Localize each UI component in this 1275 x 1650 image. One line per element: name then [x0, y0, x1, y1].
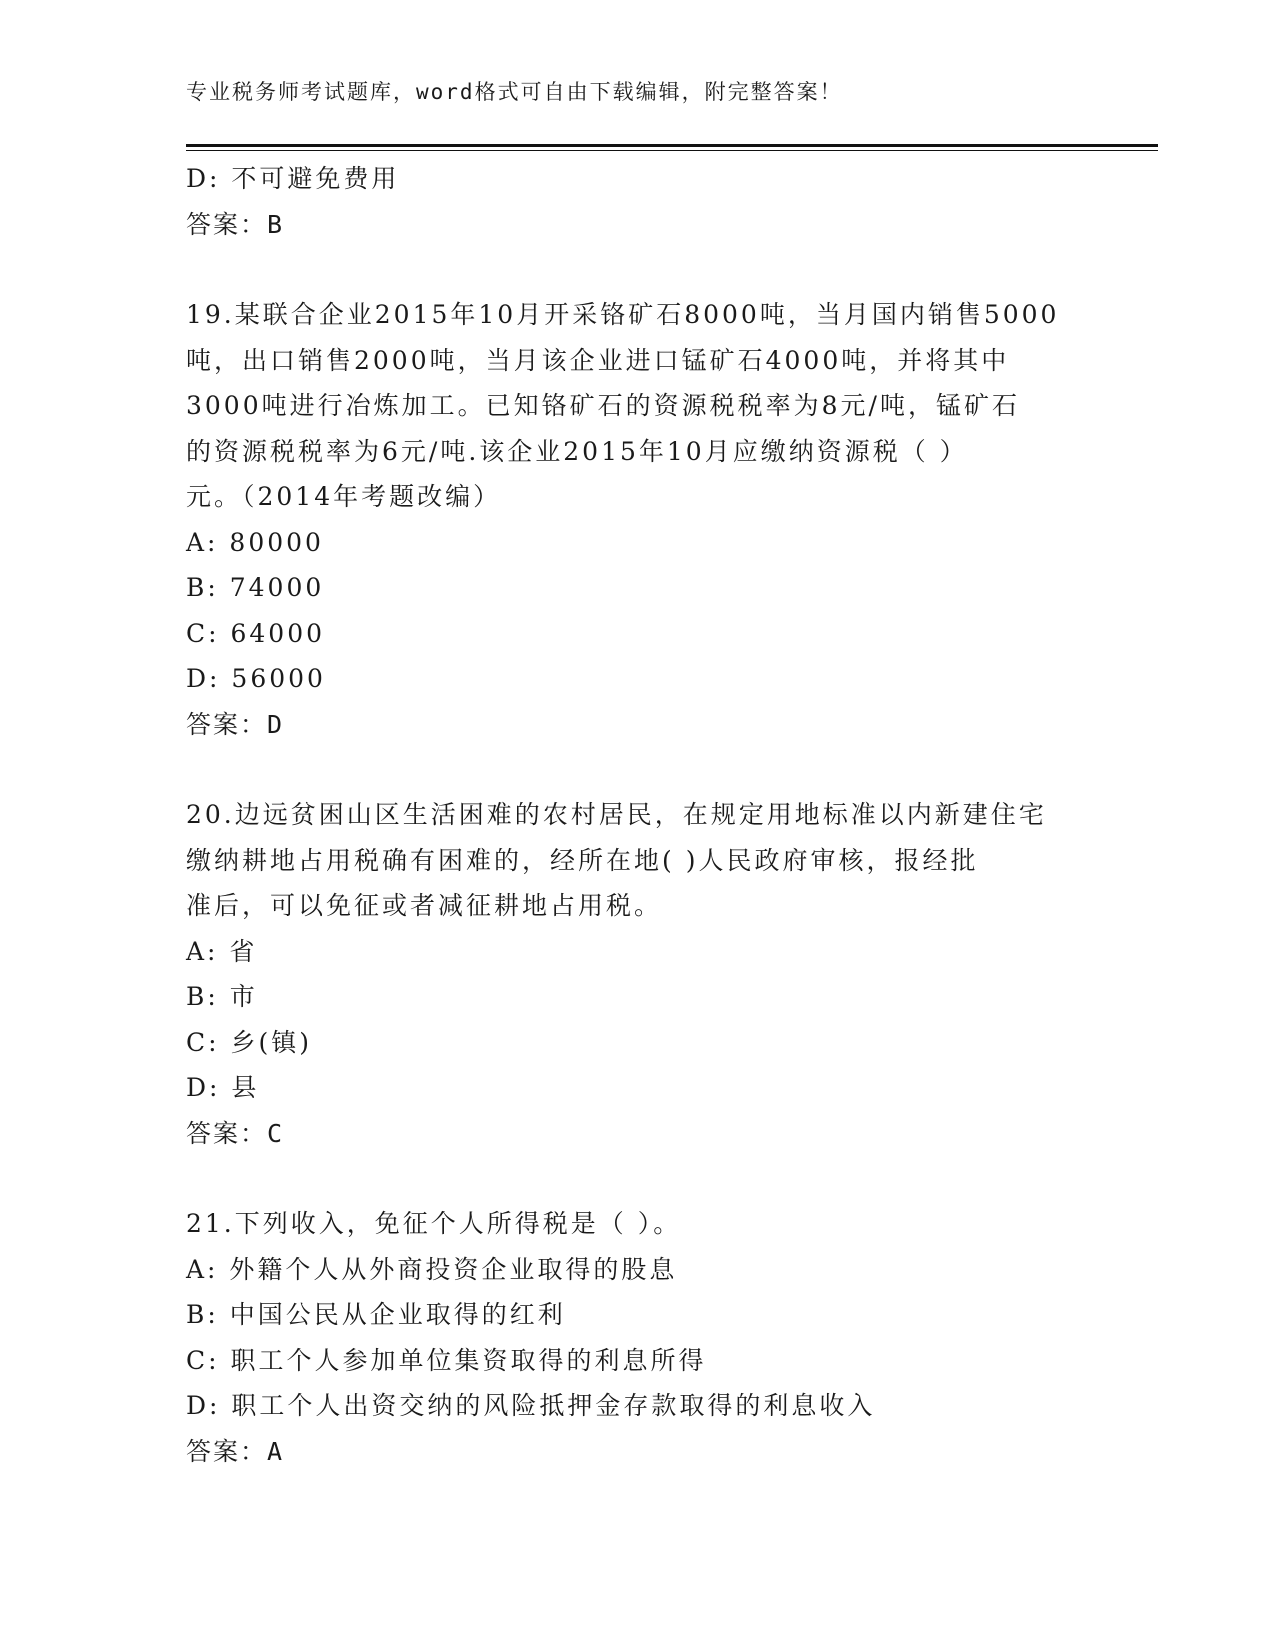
question-20-answer: 答案：C — [186, 1118, 285, 1148]
spacer — [186, 1156, 1066, 1201]
question-21-line: 21.下列收入，免征个人所得税是（ ）。 — [186, 1209, 682, 1238]
question-19-option-c: C: 64000 — [186, 618, 326, 648]
question-21-option-a: A: 外籍个人从外商投资企业取得的股息 — [186, 1254, 678, 1284]
question-21-stem — [186, 1201, 1066, 1247]
question-19-line: 元。（2014年考题改编） — [186, 482, 502, 511]
prev-answer: 答案：B — [186, 209, 285, 239]
question-19-stem — [186, 292, 1066, 520]
question-20-line: 缴纳耕地占用税确有困难的，经所在地( )人民政府审核，报经批 — [186, 845, 979, 875]
question-21-option-b: B: 中国公民从企业取得的红利 — [186, 1300, 566, 1329]
question-19-line: 3000吨进行冶炼加工。已知铬矿石的资源税税率为8元/吨，锰矿石 — [186, 391, 1020, 420]
question-20-option-a: A: 省 — [186, 936, 258, 966]
question-19-line: 19.某联合企业2015年10月开采铬矿石8000吨，当月国内销售5000 — [186, 300, 1060, 329]
question-20-line: 准后，可以免征或者减征耕地占用税。 — [186, 891, 663, 920]
page-header: 专业税务师考试题库，word格式可自由下载编辑，附完整答案！ — [186, 80, 843, 104]
question-19-line: 吨，出口销售2000吨，当月该企业进口锰矿石4000吨，并将其中 — [186, 345, 1010, 375]
spacer — [186, 747, 1066, 792]
spacer — [186, 247, 1066, 292]
header-rule-thin — [186, 150, 1158, 151]
question-21-option-c: C: 职工个人参加单位集资取得的利息所得 — [186, 1345, 707, 1375]
document-content — [186, 156, 1066, 1474]
question-20-option-d: D: 县 — [186, 1073, 260, 1102]
question-19-option-b: B: 74000 — [186, 573, 325, 602]
question-20-option-b: B: 市 — [186, 982, 258, 1011]
question-21-option-d: D: 职工个人出资交纳的风险抵押金存款取得的利息收入 — [186, 1391, 876, 1420]
question-19-answer: 答案：D — [186, 709, 285, 739]
question-19-option-d: D: 56000 — [186, 664, 326, 693]
question-19-option-a: A: 80000 — [186, 527, 324, 557]
question-20-line: 20.边远贫困山区生活困难的农村居民，在规定用地标准以内新建住宅 — [186, 800, 1047, 829]
question-19-line: 的资源税税率为6元/吨.该企业2015年10月应缴纳资源税（ ） — [186, 436, 968, 466]
header-rule-thick — [186, 144, 1158, 147]
question-20-option-c: C: 乡(镇) — [186, 1027, 313, 1057]
question-20-stem — [186, 792, 1066, 929]
prev-option-d: D: 不可避免费用 — [186, 164, 400, 193]
question-21-answer: 答案：A — [186, 1436, 285, 1466]
